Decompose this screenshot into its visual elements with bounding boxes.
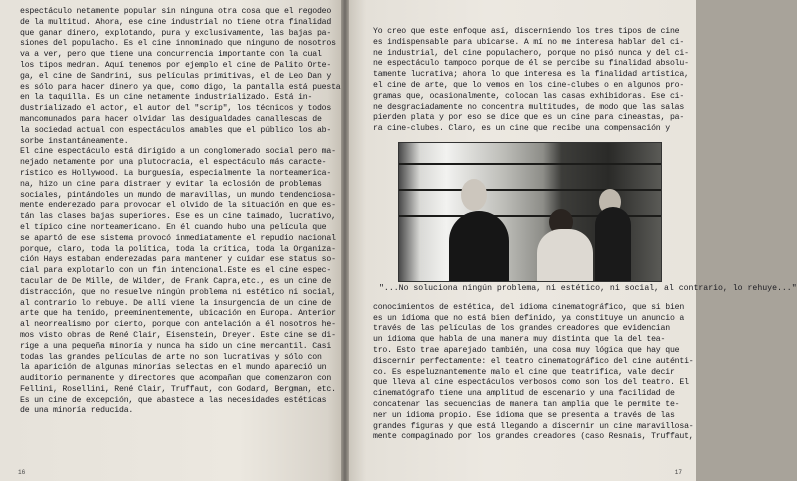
text-line: es sólo para hacer dinero ya que, como digo, la pantalla está puesta xyxy=(20,82,341,92)
text-line: Fellini, Rosellini, René Clair, Truffaut, con Godard, Bergman, etc. xyxy=(20,384,336,394)
text-line: un idioma que habla de una manera muy distinta que la del tea- xyxy=(373,335,666,345)
text-line: tán las clases bajas superiores. Ese es un cine taimado, lucrativo, xyxy=(20,212,336,222)
left-page-number: 16 xyxy=(18,469,26,476)
text-line: tacular de De Mille, de Wilder, de Frank Capra,etc., es un cine de xyxy=(20,276,332,286)
text-line: pierden plata y por eso se dice que es un cine para cineastas, pa- xyxy=(373,113,685,123)
text-line: porque, claro, toda la política, toda la crítica, toda la Organiza- xyxy=(20,244,336,254)
left-page xyxy=(0,0,341,481)
text-line: tro. Esto trae aparejado también, una cosa muy lógica que hay que xyxy=(373,345,680,355)
text-line: al contrario lo rebuye. De allí viene la insurgencia de un cine de xyxy=(20,298,332,308)
photo-person xyxy=(537,229,593,281)
text-line: mancomunados para hacer olvidar las desigualdades canallescas de xyxy=(20,114,322,124)
text-line: tamente lucrativa; ahora lo que interesa es la finalidad artística, xyxy=(373,70,689,80)
text-line: gramas que, ocasionalmente, colocan las casas exhibidoras. Ese ci- xyxy=(373,91,685,101)
text-line: arte que ha tenido, preeminentemente, ubicación en Europa. Anterior xyxy=(20,309,336,319)
text-line: grandes figuras y que está llegando a discernir un cine maravillosa- xyxy=(373,421,694,431)
text-line: discernir perfectamente: el teatro cinematográfico del cine auténti- xyxy=(373,356,694,366)
text-line: al neorrealismo por cierto, porque con antelación a él nosotros he- xyxy=(20,320,336,330)
right-page-top-text xyxy=(373,27,688,135)
right-page-number: 17 xyxy=(674,469,682,476)
text-line: el cine de arte, que lo vemos en los cine-clubes o en algunos pro- xyxy=(373,80,685,90)
text-line: ne desgraciadamente no concentra multitudes, de modo que las salas xyxy=(373,102,685,112)
left-page-text xyxy=(20,7,341,417)
photo-shelf xyxy=(399,189,661,191)
photo-caption: "...No soluciona ningún problema, ni estético, ni social, al contrario, lo rehuye..." xyxy=(379,283,797,293)
text-line: ción Hays estaban enderezadas para mantener y cuidar ese status so- xyxy=(20,255,336,265)
text-line: rístico es Hollywood. La burguesía, especialmente la norteamerica- xyxy=(20,168,332,178)
text-line: la aparición de algunas minorías selectas en el mundo apareció un xyxy=(20,363,327,373)
text-line: sorbe instantáneamente. xyxy=(20,136,129,146)
text-line: concatenar las secuencias de manera tan amplia que le permite te- xyxy=(373,399,680,409)
text-line: ne industrial, del cine populachero, porque no pisó nunca y del ci- xyxy=(373,48,689,58)
text-line: ga, el cine de Sandrini, sus películas primitivas, el de Leo Dan y xyxy=(20,71,332,81)
text-line: mos visto obras de René Clair, Eisenstein, Dreyer. Este cine se di- xyxy=(20,330,336,340)
photo-person xyxy=(449,211,509,281)
text-line: rige a una pequeña minoría y nunca ha sido un cine mercantil. Casi xyxy=(20,341,332,351)
photo-person xyxy=(595,207,631,281)
text-line: auditorio permanente y directores que acompañan que comenzaron con xyxy=(20,374,332,384)
text-line: que lleva al cine espectáculos verbosos como son los del teatro. El xyxy=(373,378,689,388)
text-line: siones del populacho. Es el cine innominado que ninguno de nosotros xyxy=(20,39,336,49)
text-line: de la multitud. Ahora, ese cine industrial no tiene otra finalidad xyxy=(20,17,332,27)
text-line: El cine espectáculo está dirigido a un conglomerado social pero ma- xyxy=(20,147,336,157)
text-line: Yo creo que este enfoque así, discerniendo los tres tipos de cine xyxy=(373,27,680,36)
text-line: los tipos medran. Aquí tenemos por ejemplo el cine de Palito Orte- xyxy=(20,60,332,70)
text-line: mente enderezado para provocar el olvido de la situación en que es- xyxy=(20,201,336,211)
text-line: ra cine-clubes. Claro, es un cine que recibe una compensación y xyxy=(373,124,670,134)
text-line: ne espectáculo tampoco porque de él se percibe su finalidad absolu- xyxy=(373,59,689,69)
text-line: se apartó de ese sistema provocó inmediatamente el repudio nacional xyxy=(20,233,336,243)
photo-person-head xyxy=(461,179,487,211)
text-line: na, hizo un cine para distraer y evitar la eclosión de problemas xyxy=(20,179,322,189)
book-gutter xyxy=(341,0,349,481)
text-line: de una minoría reducida. xyxy=(20,406,134,416)
text-line: en la taquilla. Es un cine netamente industrializado. Está in- xyxy=(20,93,313,103)
text-line: conocimientos de estética, del idioma cinematográfico, que si bien xyxy=(373,302,685,312)
text-line: el típico cine norteamericano. En él cuando hubo una película que xyxy=(20,222,327,232)
photo-shelf xyxy=(399,163,661,165)
text-line: ner un idioma propio. Ese idioma que se presenta a través de las xyxy=(373,410,675,420)
text-line: es un idioma que no está bien definido, ya constituye un anuncio a xyxy=(373,313,685,323)
text-line: cinematógrafo tiene una amplitud de escenario y una facilidad de xyxy=(373,389,675,399)
right-page-bottom-text xyxy=(373,302,694,443)
text-line: sociales, pintándoles un mundo de maravillas, un mundo tendenciosa- xyxy=(20,190,336,200)
text-line: distracción, que no resuelve ningún problema ni estético ni social, xyxy=(20,287,336,297)
right-page xyxy=(349,0,797,481)
text-line: espectáculo netamente popular sin ninguna otra cosa que el regodeo xyxy=(20,7,332,16)
text-line: mente compaginado por los grandes creadores (caso Resnais, Truffaut, xyxy=(373,432,694,442)
text-line: la sociedad actual con espectáculos amables que el público los ab- xyxy=(20,125,332,135)
text-line: dustrializado el actor, el autor del "scrip", los técnicos y todos xyxy=(20,104,332,114)
text-line: co. Es espeluznantemente malo el cine que teatrifica, vale decir xyxy=(373,367,675,377)
text-line: nejado netamente por una plutocracia, el espectáculo más caracte- xyxy=(20,158,327,168)
photograph xyxy=(398,142,662,282)
text-line: través de las películas de los grandes creadores que evidencian xyxy=(373,324,670,334)
text-line: es indispensable para ubicarse. A mí no me interesa hablar del ci- xyxy=(373,37,685,47)
text-line: cial para explotarlo con un fin intencional.Este es el cine espec- xyxy=(20,266,332,276)
text-line: va a ver, pero que tiene una concurrencia importante con la cual xyxy=(20,50,322,60)
text-line: todas las grandes películas de arte no son lucrativas y sólo con xyxy=(20,352,322,362)
text-line: Es un cine de excepción, que abastece a las necesidades estéticas xyxy=(20,395,327,405)
text-line: que ganar dinero, explotando, pura y exclusivamente, las bajas pa- xyxy=(20,28,332,38)
